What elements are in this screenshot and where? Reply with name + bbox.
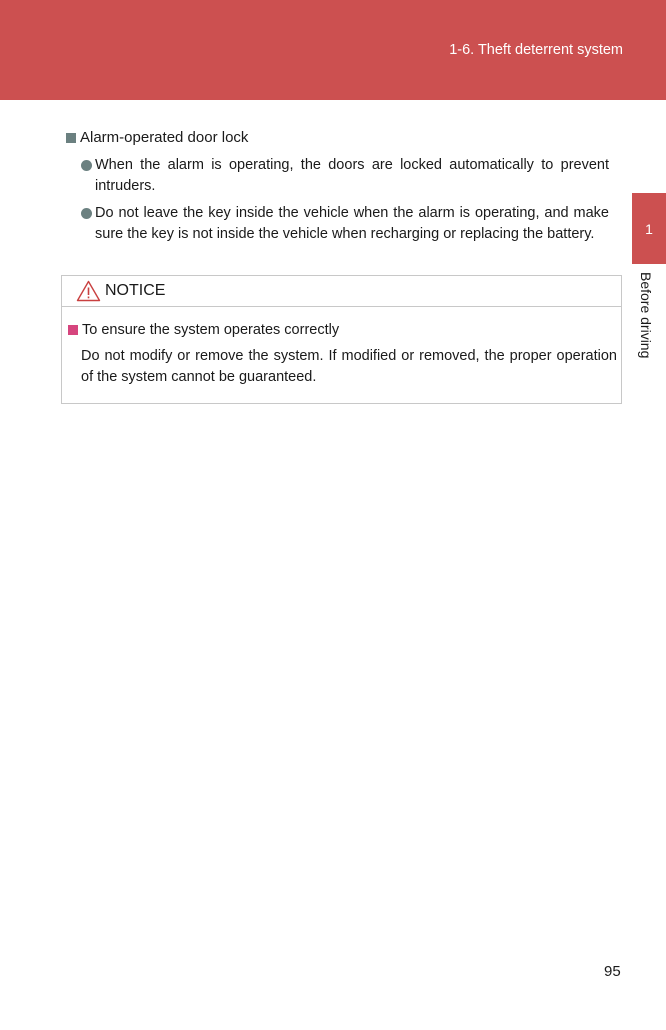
notice-box	[61, 275, 622, 404]
notice-subheading-text: To ensure the system operates correctly	[82, 322, 340, 338]
chapter-tab-number: 1	[645, 220, 653, 237]
section-heading-text: Alarm-operated door lock	[80, 129, 249, 146]
page-number: 95	[604, 963, 621, 980]
notice-label: NOTICE	[105, 282, 166, 299]
square-bullet-icon	[66, 133, 76, 143]
page-header	[0, 0, 666, 100]
warning-triangle-icon	[76, 280, 101, 302]
circle-bullet-icon	[81, 160, 92, 171]
chapter-side-label: Before driving	[638, 272, 654, 359]
section-heading	[66, 129, 248, 146]
square-bullet-icon	[68, 325, 78, 335]
list-item	[81, 203, 609, 244]
list-item-text: When the alarm is operating, the doors are locked automatically to prevent intruders.	[95, 157, 609, 194]
notice-header	[62, 276, 621, 307]
list-item	[81, 155, 609, 196]
list-item-text: Do not leave the key inside the vehicle when the alarm is operating, and make sure the key is not inside the vehicle when recharging or replacing the battery.	[95, 205, 609, 242]
chapter-tab	[632, 193, 666, 264]
notice-body: Do not modify or remove the system. If modified or removed, the proper operation of the system cannot be guaranteed.	[81, 348, 617, 385]
notice-subheading	[68, 322, 339, 338]
circle-bullet-icon	[81, 208, 92, 219]
chapter-title: 1-6. Theft deterrent system	[449, 42, 623, 58]
